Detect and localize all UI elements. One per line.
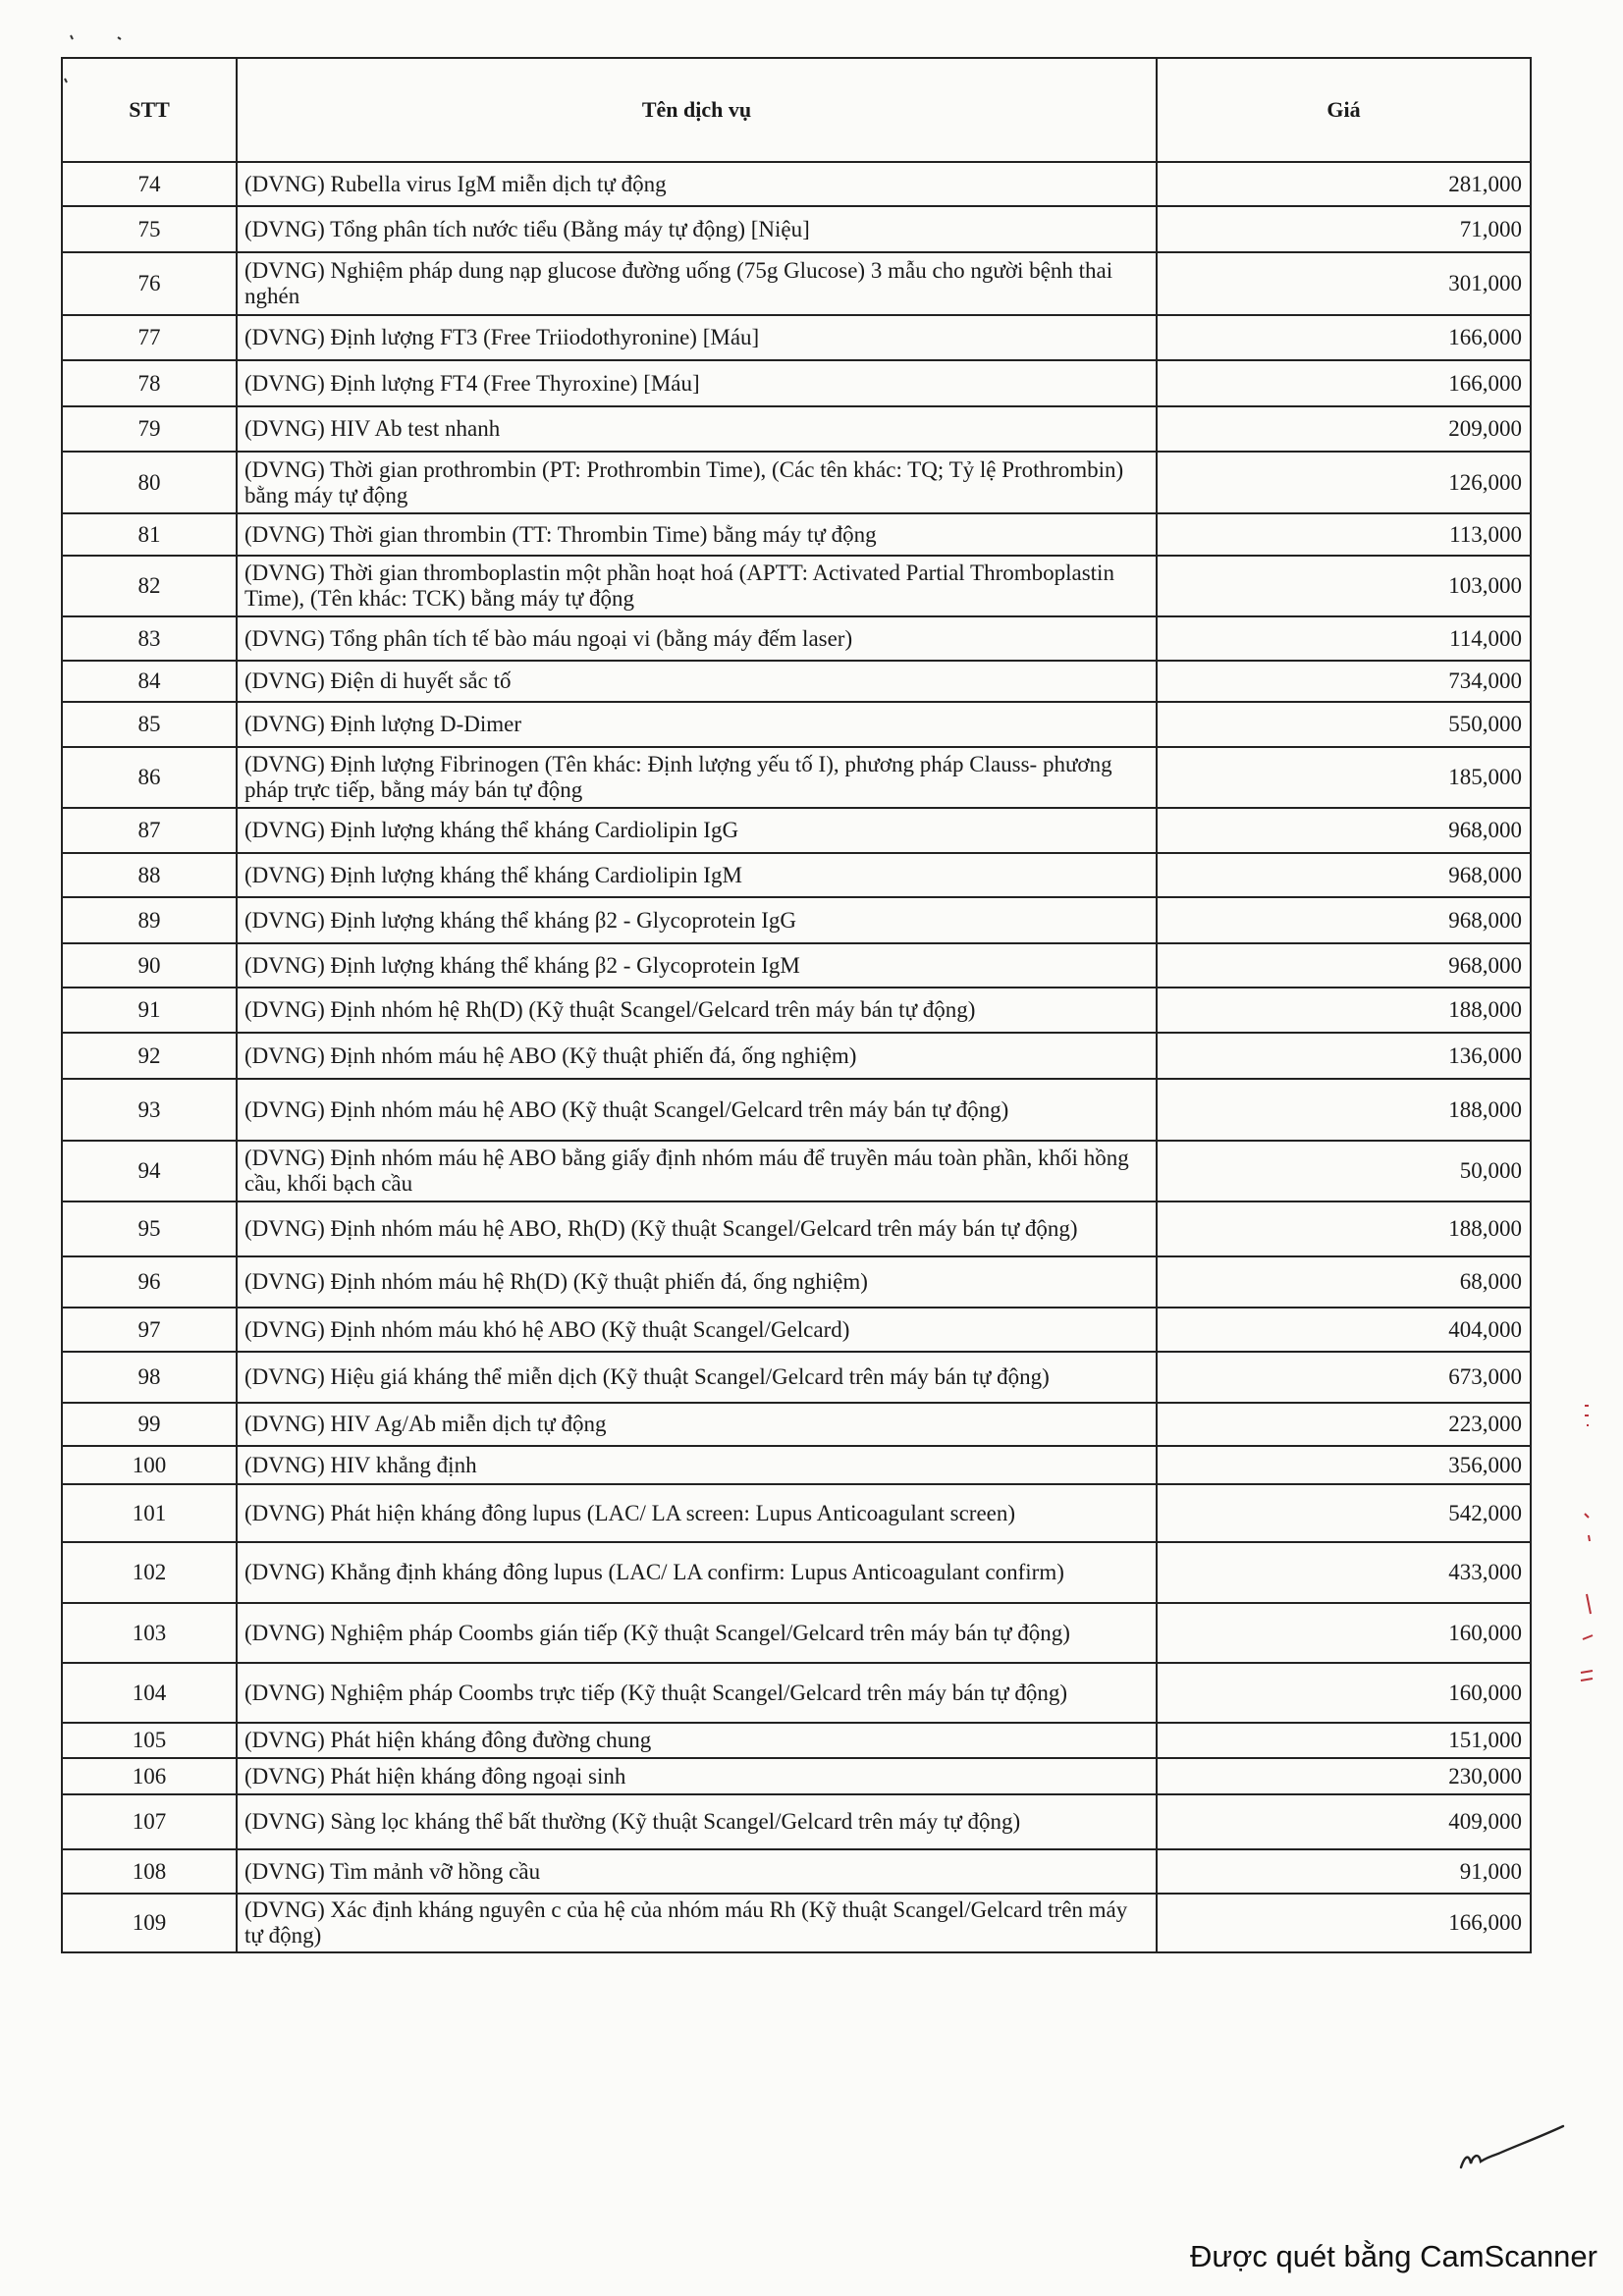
row-service-name: (DVNG) Định lượng kháng thể kháng Cardiolipin IgM: [237, 853, 1157, 897]
row-stt: 87: [62, 808, 237, 853]
row-service-name: (DVNG) Sàng lọc kháng thể bất thường (Kỹ thuật Scangel/Gelcard trên máy tự động): [237, 1794, 1157, 1849]
row-price: 71,000: [1157, 206, 1531, 252]
row-stt: 102: [62, 1542, 237, 1603]
row-price: 301,000: [1157, 252, 1531, 315]
row-price: 151,000: [1157, 1723, 1531, 1758]
row-service-name: (DVNG) Định lượng Fibrinogen (Tên khác: Định lượng yếu tố I), phương pháp Clauss- phương pháp trực tiếp, bằng máy bán tự động: [237, 747, 1157, 808]
row-stt: 92: [62, 1033, 237, 1079]
row-service-name: (DVNG) Tổng phân tích tế bào máu ngoại vi (bằng máy đếm laser): [237, 616, 1157, 661]
row-price: 113,000: [1157, 513, 1531, 556]
table-row: [62, 206, 1531, 252]
row-service-name: (DVNG) HIV Ag/Ab miễn dịch tự động: [237, 1403, 1157, 1446]
table-row: [62, 252, 1531, 315]
row-price: 356,000: [1157, 1446, 1531, 1484]
table-row: [62, 162, 1531, 206]
row-stt: 94: [62, 1141, 237, 1201]
row-price: 166,000: [1157, 1894, 1531, 1952]
row-stt: 101: [62, 1484, 237, 1542]
row-service-name: (DVNG) Định nhóm máu hệ ABO (Kỹ thuật phiến đá, ống nghiệm): [237, 1033, 1157, 1079]
row-stt: 100: [62, 1446, 237, 1484]
table-row: [62, 661, 1531, 702]
table-row: [62, 1079, 1531, 1141]
row-stt: 98: [62, 1352, 237, 1403]
row-stt: 80: [62, 452, 237, 513]
table-row: [62, 406, 1531, 452]
table-row: [62, 702, 1531, 747]
row-stt: 106: [62, 1758, 237, 1794]
row-service-name: (DVNG) Định lượng D-Dimer: [237, 702, 1157, 747]
row-service-name: (DVNG) Thời gian thromboplastin một phần hoạt hoá (APTT: Activated Partial Thromboplastin Time), (Tên khác: TCK) bằng máy tự động: [237, 556, 1157, 616]
row-service-name: (DVNG) Thời gian prothrombin (PT: Prothrombin Time), (Các tên khác: TQ; Tỷ lệ Prothrombin) bằng máy tự động: [237, 452, 1157, 513]
table-row: [62, 1352, 1531, 1403]
row-price: 166,000: [1157, 315, 1531, 360]
row-service-name: (DVNG) Định lượng FT4 (Free Thyroxine) [Máu]: [237, 360, 1157, 406]
row-service-name: (DVNG) Nghiệm pháp Coombs gián tiếp (Kỹ thuật Scangel/Gelcard trên máy bán tự động): [237, 1603, 1157, 1663]
row-price: 968,000: [1157, 853, 1531, 897]
row-service-name: (DVNG) Định lượng kháng thể kháng β2 - Glycoprotein IgG: [237, 897, 1157, 943]
row-price: 968,000: [1157, 943, 1531, 988]
table-row: [62, 1033, 1531, 1079]
row-stt: 83: [62, 616, 237, 661]
row-service-name: (DVNG) Phát hiện kháng đông đường chung: [237, 1723, 1157, 1758]
row-service-name: (DVNG) HIV khẳng định: [237, 1446, 1157, 1484]
row-price: 166,000: [1157, 360, 1531, 406]
row-stt: 107: [62, 1794, 237, 1849]
row-stt: 77: [62, 315, 237, 360]
row-price: 50,000: [1157, 1141, 1531, 1201]
row-service-name: (DVNG) Hiệu giá kháng thể miễn dịch (Kỹ thuật Scangel/Gelcard trên máy bán tự động): [237, 1352, 1157, 1403]
table-row: [62, 1308, 1531, 1352]
row-service-name: (DVNG) Định nhóm máu khó hệ ABO (Kỹ thuật Scangel/Gelcard): [237, 1308, 1157, 1352]
row-price: 223,000: [1157, 1403, 1531, 1446]
table-row: [62, 808, 1531, 853]
row-service-name: (DVNG) Rubella virus IgM miễn dịch tự động: [237, 162, 1157, 206]
row-price: 136,000: [1157, 1033, 1531, 1079]
row-service-name: (DVNG) Phát hiện kháng đông ngoại sinh: [237, 1758, 1157, 1794]
row-stt: 82: [62, 556, 237, 616]
row-service-name: (DVNG) Định lượng kháng thể kháng Cardiolipin IgG: [237, 808, 1157, 853]
row-stt: 78: [62, 360, 237, 406]
row-service-name: (DVNG) Định nhóm máu hệ Rh(D) (Kỹ thuật phiến đá, ống nghiệm): [237, 1256, 1157, 1308]
row-stt: 76: [62, 252, 237, 315]
table-body: [62, 162, 1531, 1952]
row-service-name: (DVNG) Thời gian thrombin (TT: Thrombin Time) bằng máy tự động: [237, 513, 1157, 556]
table-row: [62, 360, 1531, 406]
row-stt: 109: [62, 1894, 237, 1952]
row-service-name: (DVNG) Nghiệm pháp dung nạp glucose đường uống (75g Glucose) 3 mẫu cho người bệnh thai nghén: [237, 252, 1157, 315]
header-price: Giá: [1157, 58, 1531, 162]
table-row: [62, 1849, 1531, 1894]
row-price: 160,000: [1157, 1603, 1531, 1663]
row-stt: 85: [62, 702, 237, 747]
row-price: 185,000: [1157, 747, 1531, 808]
table-row: [62, 513, 1531, 556]
row-service-name: (DVNG) Tìm mảnh vỡ hồng cầu: [237, 1849, 1157, 1894]
row-service-name: (DVNG) HIV Ab test nhanh: [237, 406, 1157, 452]
row-stt: 88: [62, 853, 237, 897]
row-service-name: (DVNG) Định lượng FT3 (Free Triiodothyronine) [Máu]: [237, 315, 1157, 360]
table-row: [62, 1603, 1531, 1663]
table-row: [62, 1403, 1531, 1446]
scan-edge-marks: [1579, 1404, 1602, 1698]
table-row: [62, 1484, 1531, 1542]
row-stt: 103: [62, 1603, 237, 1663]
row-price: 968,000: [1157, 808, 1531, 853]
table-row: [62, 315, 1531, 360]
row-price: 433,000: [1157, 1542, 1531, 1603]
table-row: [62, 1723, 1531, 1758]
row-service-name: (DVNG) Tổng phân tích nước tiểu (Bằng máy tự động) [Niệu]: [237, 206, 1157, 252]
table-row: [62, 616, 1531, 661]
row-stt: 84: [62, 661, 237, 702]
row-stt: 97: [62, 1308, 237, 1352]
row-stt: 74: [62, 162, 237, 206]
row-service-name: (DVNG) Phát hiện kháng đông lupus (LAC/ LA screen: Lupus Anticoagulant screen): [237, 1484, 1157, 1542]
row-price: 160,000: [1157, 1663, 1531, 1723]
row-stt: 99: [62, 1403, 237, 1446]
row-price: 68,000: [1157, 1256, 1531, 1308]
row-price: 188,000: [1157, 1079, 1531, 1141]
row-stt: 81: [62, 513, 237, 556]
row-stt: 75: [62, 206, 237, 252]
row-stt: 86: [62, 747, 237, 808]
row-stt: 90: [62, 943, 237, 988]
service-price-table: [61, 57, 1532, 1953]
row-price: 281,000: [1157, 162, 1531, 206]
row-stt: 93: [62, 1079, 237, 1141]
table-row: [62, 1201, 1531, 1256]
row-service-name: (DVNG) Định nhóm máu hệ ABO, Rh(D) (Kỹ thuật Scangel/Gelcard trên máy bán tự động): [237, 1201, 1157, 1256]
table-row: [62, 1446, 1531, 1484]
header-service-name: Tên dịch vụ: [237, 58, 1157, 162]
table-row: [62, 897, 1531, 943]
row-stt: 79: [62, 406, 237, 452]
row-stt: 96: [62, 1256, 237, 1308]
table-row: [62, 988, 1531, 1033]
table-row: [62, 1894, 1531, 1952]
table-row: [62, 1758, 1531, 1794]
row-service-name: (DVNG) Điện di huyết sắc tố: [237, 661, 1157, 702]
table-row: [62, 1141, 1531, 1201]
table-row: [62, 1794, 1531, 1849]
row-price: 550,000: [1157, 702, 1531, 747]
row-price: 188,000: [1157, 1201, 1531, 1256]
row-service-name: (DVNG) Định lượng kháng thể kháng β2 - Glycoprotein IgM: [237, 943, 1157, 988]
row-price: 409,000: [1157, 1794, 1531, 1849]
table-row: [62, 1256, 1531, 1308]
row-price: 734,000: [1157, 661, 1531, 702]
table-row: [62, 1663, 1531, 1723]
row-stt: 105: [62, 1723, 237, 1758]
row-price: 103,000: [1157, 556, 1531, 616]
row-service-name: (DVNG) Định nhóm máu hệ ABO bằng giấy định nhóm máu để truyền máu toàn phần, khối hồng cầu, khối bạch cầu: [237, 1141, 1157, 1201]
row-price: 188,000: [1157, 988, 1531, 1033]
row-price: 91,000: [1157, 1849, 1531, 1894]
row-price: 673,000: [1157, 1352, 1531, 1403]
row-service-name: (DVNG) Nghiệm pháp Coombs trực tiếp (Kỹ thuật Scangel/Gelcard trên máy bán tự động): [237, 1663, 1157, 1723]
row-stt: 104: [62, 1663, 237, 1723]
table-row: [62, 556, 1531, 616]
table-row: [62, 943, 1531, 988]
row-price: 968,000: [1157, 897, 1531, 943]
row-price: 209,000: [1157, 406, 1531, 452]
handwritten-signature: [1453, 2120, 1571, 2179]
row-service-name: (DVNG) Định nhóm máu hệ ABO (Kỹ thuật Scangel/Gelcard trên máy bán tự động): [237, 1079, 1157, 1141]
row-stt: 89: [62, 897, 237, 943]
header-stt: STT: [62, 58, 237, 162]
row-price: 230,000: [1157, 1758, 1531, 1794]
row-price: 542,000: [1157, 1484, 1531, 1542]
row-price: 114,000: [1157, 616, 1531, 661]
row-stt: 95: [62, 1201, 237, 1256]
table-row: [62, 747, 1531, 808]
row-service-name: (DVNG) Định nhóm hệ Rh(D) (Kỹ thuật Scangel/Gelcard trên máy bán tự động): [237, 988, 1157, 1033]
row-stt: 108: [62, 1849, 237, 1894]
row-service-name: (DVNG) Xác định kháng nguyên c của hệ của nhóm máu Rh (Kỹ thuật Scangel/Gelcard trên máy tự động): [237, 1894, 1157, 1952]
table-row: [62, 1542, 1531, 1603]
row-price: 126,000: [1157, 452, 1531, 513]
table-header-row: [62, 58, 1531, 162]
table-row: [62, 853, 1531, 897]
table-row: [62, 452, 1531, 513]
row-stt: 91: [62, 988, 237, 1033]
row-service-name: (DVNG) Khẳng định kháng đông lupus (LAC/ LA confirm: Lupus Anticoagulant confirm): [237, 1542, 1157, 1603]
row-price: 404,000: [1157, 1308, 1531, 1352]
camscanner-footer: Được quét bằng CamScanner: [1189, 2239, 1597, 2273]
